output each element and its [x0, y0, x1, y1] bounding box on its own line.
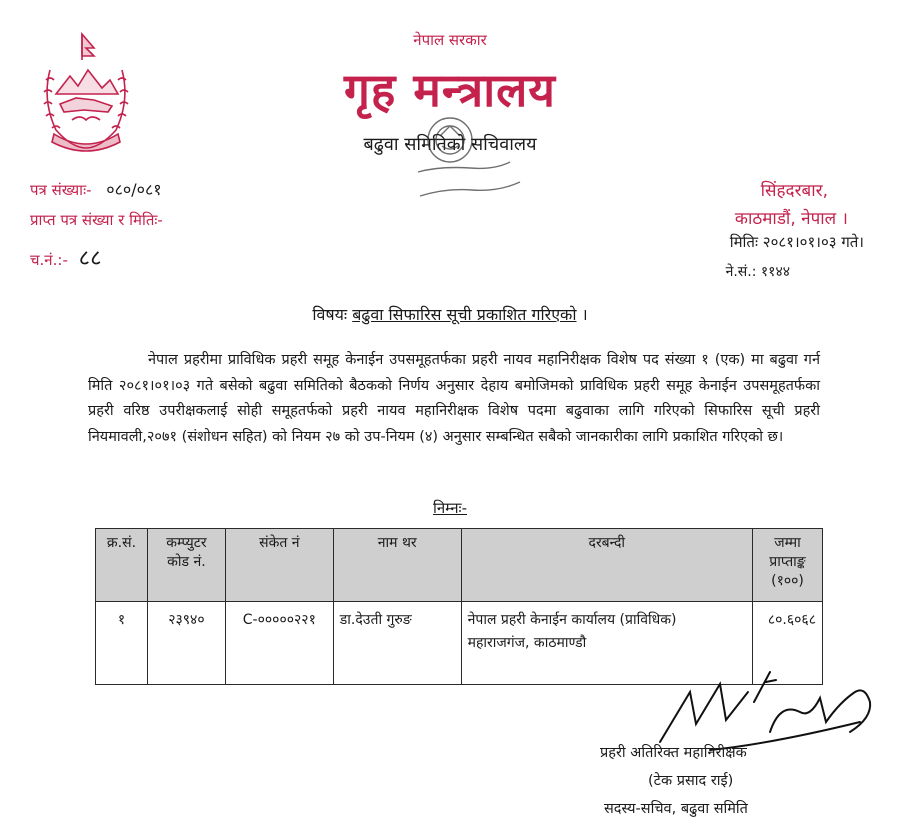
address-line-2: काठमाडौं, नेपाल । [734, 209, 848, 229]
dispatch-number-label: च.नं.:- [30, 251, 68, 269]
received-letter-row [30, 210, 163, 230]
body-paragraph: नेपाल प्रहरीमा प्राविधिक प्रहरी समूह केनाईन उपसमूहतर्फका प्रहरी नायव महानिरीक्षक विशेष पद संख्या १ (एक) मा बढुवा गर्न मिति २०८१।०१।०३ गते बसेको बढुवा समितिको बैठकको निर्णय अनुसार देहाय बमोजिमको प्राविधिक प्रहरी समूह केनाईन उपसमूहतर्फका प्रहरी वरिष्ठ उपरीक्षकलाई सोही समूहतर्फको प्रहरी नायव महानिरीक्षक विशेष पदमा बढुवाका लागि गरिएको सिफारिस सूची प्रहरी नियमावली,२०७१ (संशोधन सहित) को नियम २७ को उप-नियम (४) अनुसार सम्बन्धित सबैको जानकारीका लागि प्रकाशित गरिएको छ। [88, 352, 820, 445]
date-line: मितिः २०८१।०१।०३ गते। [729, 233, 864, 251]
government-name: नेपाल सरकार [413, 31, 487, 49]
dispatch-number-value: ८८ [78, 246, 102, 271]
table-header-row [96, 529, 823, 602]
header-name: नाम थर [333, 529, 461, 602]
signer-name: (टेक प्रसाद राई) [648, 773, 734, 789]
header-computer-code-line2: कोड नं. [167, 554, 206, 570]
header-computer-code [147, 529, 225, 602]
address-line-1: सिंहदरबार, [760, 181, 828, 201]
cell-total-marks: ८०.६०६८ [752, 602, 822, 685]
header-total-line3: (१००) [771, 573, 804, 589]
subject-text: बढुवा सिफारिस सूची प्रकाशित गरिएको [352, 305, 577, 324]
header-computer-code-line1: कम्प्युटर [166, 535, 207, 551]
cell-computer-code: २३९४० [147, 602, 225, 685]
signer-designation: सदस्य-सचिव, बढुवा समिति [604, 801, 748, 817]
cell-name: डा.देउती गुरुङ [333, 602, 461, 685]
list-heading: निम्नः- [432, 499, 468, 517]
signer-title: प्रहरी अतिरिक्त महानिरीक्षक [600, 745, 747, 761]
reference-number-label: पत्र संख्याः- [30, 181, 92, 199]
header-total-marks [752, 529, 822, 602]
ministry-title: गृह मन्त्रालय [344, 63, 556, 117]
subject-end: । [581, 305, 588, 324]
header-symbol-number: संकेत नं [225, 529, 333, 602]
office-stamp-icon [410, 110, 528, 210]
header-serial-number: क्र.सं. [96, 529, 148, 602]
header-position: दरबन्दी [461, 529, 752, 602]
cell-serial-number: १ [96, 602, 148, 685]
cell-symbol-number: C-०००००२२१ [225, 602, 333, 685]
reference-number-value: ०८०/०८१ [106, 180, 162, 199]
received-letter-label: प्राप्त पत्र संख्या र मितिः- [30, 211, 163, 229]
subject-line [0, 303, 900, 325]
header-total-line1: जम्मा [774, 535, 801, 551]
reference-number-row [30, 178, 162, 200]
secretariat-name: बढुवा समितिको सचिवालय [363, 134, 537, 155]
nepal-sambat-line: ने.सं.: ११४४ [725, 264, 790, 280]
cell-position-line1: नेपाल प्रहरी केनाईन कार्यालय (प्राविधिक) [467, 612, 677, 628]
subject-label: विषयः [312, 305, 348, 324]
dispatch-number-row [30, 242, 102, 272]
cell-position-line2: महाराजगंज, काठमाण्डौ [467, 635, 587, 651]
header-total-line2: प्राप्ताङ्क [769, 554, 806, 570]
